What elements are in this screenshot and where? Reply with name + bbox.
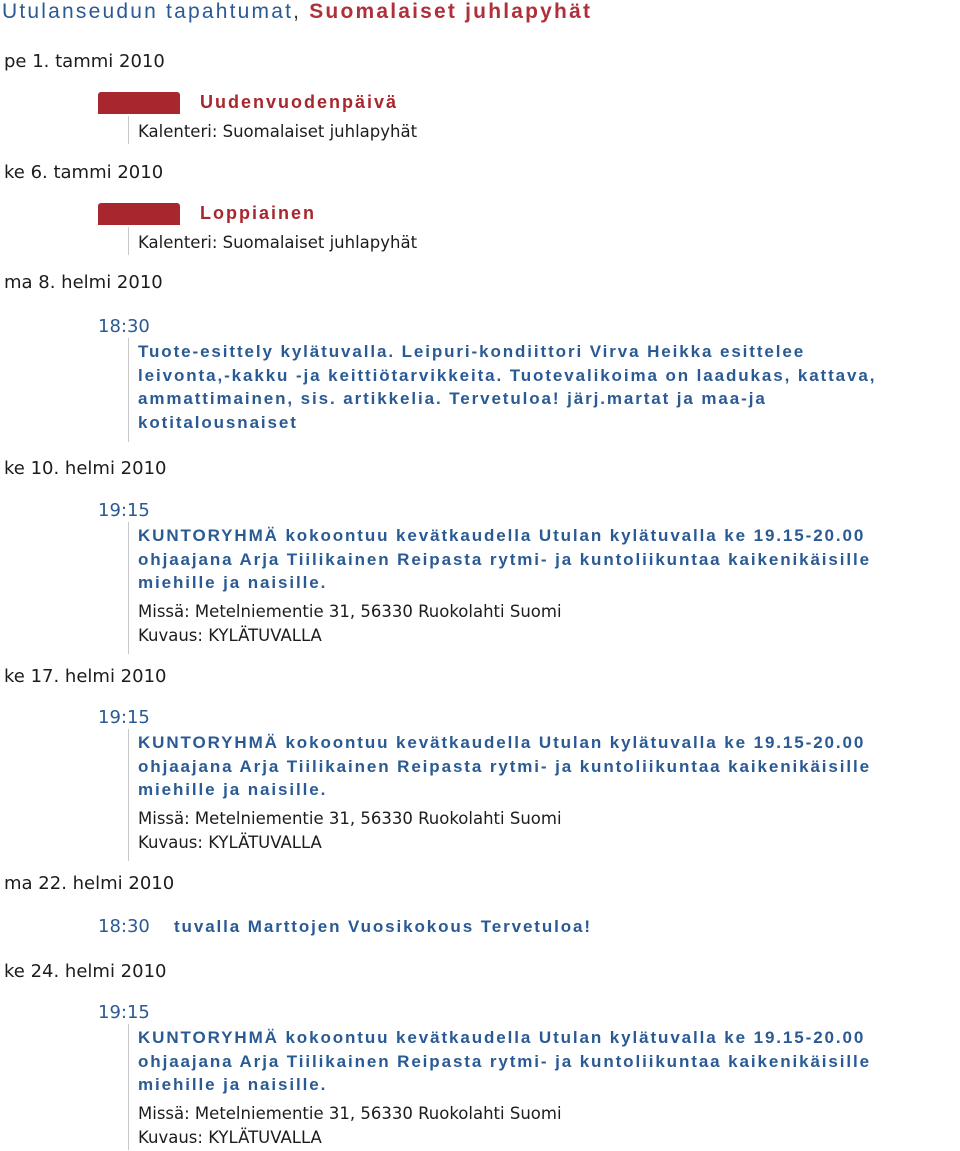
event-holiday	[98, 92, 952, 148]
event-timed	[98, 500, 952, 656]
event-description: Kuvaus: KYLÄTUVALLA	[138, 1128, 322, 1147]
event-title-link[interactable]	[138, 340, 953, 434]
event-time: 19:15	[98, 500, 150, 521]
event-title-line: Tuote-esittely kylätuvalla. Leipuri-kondiittori Virva Heikka esittelee	[138, 342, 806, 361]
event-title-line: ohjaajana Arja Tiilikainen Reipasta rytmi- ja kuntoliikuntaa kaikenikäisille	[138, 549, 872, 569]
date-heading: ke 17. helmi 2010	[4, 666, 167, 687]
page-title-separator: ,	[293, 0, 302, 23]
page-title-calendar-name-2[interactable]: Suomalaiset juhlapyhät	[309, 0, 593, 23]
event-divider	[128, 227, 129, 255]
event-time: 18:30	[98, 316, 150, 337]
event-title-link[interactable]: Uudenvuodenpäivä	[200, 92, 399, 112]
event-divider	[128, 522, 129, 654]
event-calendar: Kalenteri: Suomalaiset juhlapyhät	[138, 233, 418, 252]
event-location: Missä: Metelniementie 31, 56330 Ruokolahti Suomi	[138, 809, 562, 828]
event-location: Missä: Metelniementie 31, 56330 Ruokolahti Suomi	[138, 602, 562, 621]
event-title-line: leivonta,-kakku -ja keittiötarvikkeita. Tuotevalikoima on laadukas, kattava,	[138, 365, 877, 385]
event-divider	[128, 729, 129, 861]
event-timed	[98, 1002, 952, 1150]
page-title-calendar-name[interactable]: Utulanseudun tapahtumat	[2, 0, 294, 23]
event-time: 19:15	[98, 707, 150, 728]
event-divider	[128, 116, 129, 144]
date-heading: pe 1. tammi 2010	[4, 51, 165, 72]
event-title-link[interactable]	[138, 731, 953, 802]
event-title-link[interactable]: tuvalla Marttojen Vuosikokous Tervetuloa!	[174, 917, 592, 936]
event-title-link[interactable]: Loppiainen	[200, 203, 316, 223]
event-title-link[interactable]	[138, 1026, 953, 1097]
event-description: Kuvaus: KYLÄTUVALLA	[138, 833, 322, 852]
date-heading: ke 6. tammi 2010	[4, 162, 164, 183]
event-holiday	[98, 203, 952, 259]
date-heading: ma 22. helmi 2010	[4, 873, 175, 894]
event-time: 19:15	[98, 1002, 150, 1023]
event-title-line: ohjaajana Arja Tiilikainen Reipasta rytmi- ja kuntoliikuntaa kaikenikäisille	[138, 1051, 872, 1071]
date-heading: ma 8. helmi 2010	[4, 272, 163, 293]
event-timed	[98, 316, 952, 444]
event-location: Missä: Metelniementie 31, 56330 Ruokolahti Suomi	[138, 1104, 562, 1123]
event-title-line: miehille ja naisille.	[138, 780, 328, 799]
event-divider	[128, 1024, 129, 1150]
event-title-line: ammattimainen, sis. artikkelia. Tervetuloa! järj.martat ja maa-ja	[138, 389, 767, 408]
event-title-line: miehille ja naisille.	[138, 573, 328, 592]
event-title-line: KUNTORYHMÄ kokoontuu kevätkaudella Utulan kylätuvalla ke 19.15-20.00	[138, 733, 866, 752]
event-timed	[98, 707, 952, 863]
event-title-line: miehille ja naisille.	[138, 1075, 328, 1094]
event-calendar: Kalenteri: Suomalaiset juhlapyhät	[138, 122, 418, 141]
event-title-line: ohjaajana Arja Tiilikainen Reipasta rytmi- ja kuntoliikuntaa kaikenikäisille	[138, 756, 872, 776]
event-title-line: KUNTORYHMÄ kokoontuu kevätkaudella Utulan kylätuvalla ke 19.15-20.00	[138, 1028, 866, 1047]
event-title-link[interactable]	[138, 524, 953, 595]
event-title-line: kotitalousnaiset	[138, 412, 298, 432]
event-description: Kuvaus: KYLÄTUVALLA	[138, 626, 322, 645]
event-title-line: KUNTORYHMÄ kokoontuu kevätkaudella Utulan kylätuvalla ke 19.15-20.00	[138, 526, 866, 545]
date-heading: ke 10. helmi 2010	[4, 458, 167, 479]
event-divider	[128, 338, 129, 442]
holiday-badge	[98, 203, 180, 225]
holiday-badge	[98, 92, 180, 114]
event-time: 18:30	[98, 916, 150, 937]
event-inline	[98, 916, 952, 942]
page-title	[2, 0, 592, 24]
date-heading: ke 24. helmi 2010	[4, 961, 167, 982]
